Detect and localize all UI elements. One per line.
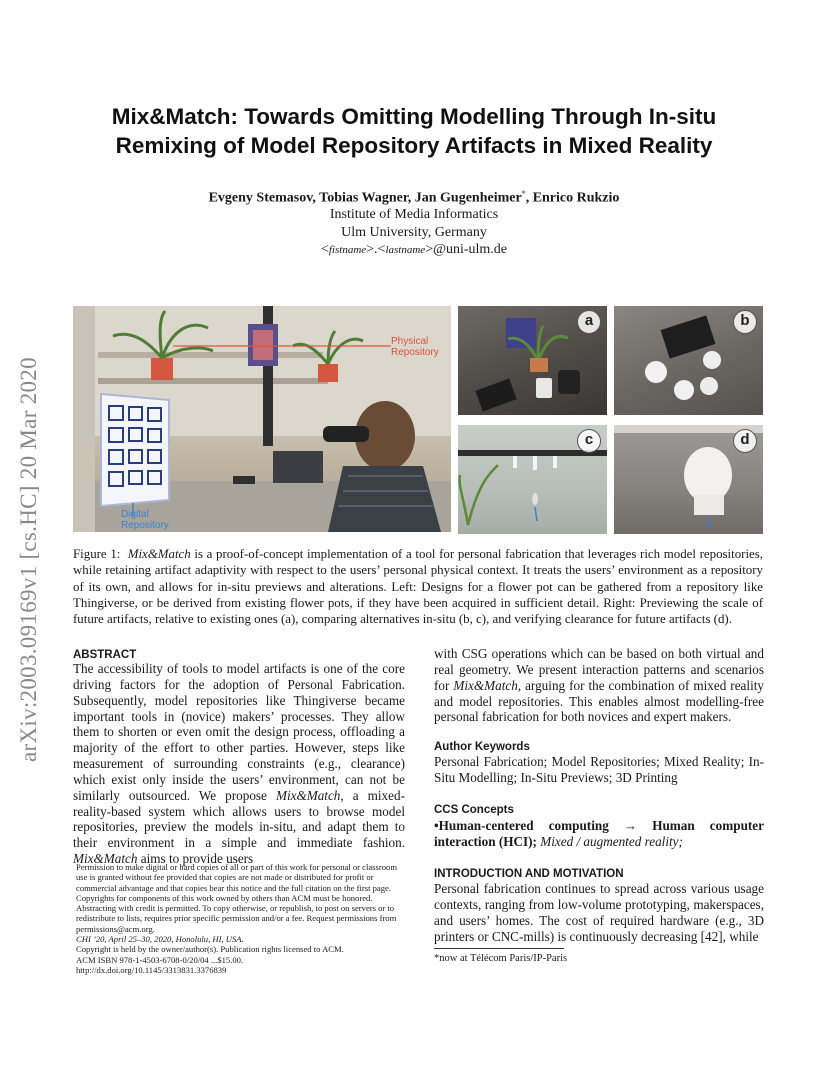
intro-text: Personal fabrication continues to spread across various usage contexts, ranging from low-volume prototyping, makerspaces, and users’ homes. The cost of required hardware (e.g., 3D printers or CNC-mills) is continuously decreasing [42], while [434,881,764,944]
isbn-line: ACM ISBN 978-1-4503-6708-0/20/04 ...$15.00. [76,954,244,965]
footnote: *now at Télécom Paris/IP-Paris [434,953,568,964]
permission-block [76,862,406,975]
author-list [0,189,828,207]
last-author: , Enrico Rukzio [525,190,620,206]
ccs-bold: •Human-centered computing → Human computer interaction (HCI); [434,818,764,849]
panel-c-label: c [577,429,601,453]
ccs-italic: Mixed / augmented reality; [536,833,683,849]
email-lt: < [320,242,329,257]
author-email [0,242,828,258]
panel-d-label: d [733,429,757,453]
paper-title: Mix&Match: Towards Omitting Modelling Through In-situ Remixing of Model Repository Artifacts in Mixed Reality [111,104,717,158]
abstract-p3: aims to provide users [137,851,254,867]
abstract-body [73,661,405,867]
permission-text: Permission to make digital or hard copies of all or part of this work for personal or classroom use is granted without fee provided that copies are not made or distributed for profit or commercial advantage and that copies bear this notice and the full citation on the first page. Copyrights for components of this work owned by others than ACM must be honored. Abstracting with credit is permitted. To copy otherwise, or republish, to post on servers or to redistribute to lists, requires prior specific permission and/or a fee. Request permissions from permissions@acm.org. [76,862,397,934]
doi-link[interactable]: http://dx.doi.org/10.1145/3313831.3376839 [76,964,227,975]
label-digital-repository: Digital Repository [121,509,169,531]
abstract-heading: ABSTRACT [73,649,137,661]
caption-system-name: Mix&Match [127,547,191,561]
conference-line: CHI ’20, April 25–30, 2020, Honolulu, HI, USA. [76,934,244,945]
ccs-heading: CCS Concepts [434,804,514,816]
copyright-line: Copyright is held by the owner/author(s). Publication rights licensed to ACM. [76,944,344,955]
email-domain: >@uni-ulm.de [425,242,508,257]
figure-panel-d [614,425,763,534]
affiliation-institute: Institute of Media Informatics [329,207,499,222]
figure-caption [73,546,763,627]
figure-panel-a [458,306,607,415]
abstract-continued [434,646,764,725]
panel-b-label: b [733,310,757,334]
keywords-text: Personal Fabrication; Model Repositories; Mixed Reality; In-Situ Modelling; In-Situ Previews; 3D Printing [434,754,764,785]
caption-text: is a proof-of-concept implementation of a tool for personal fabrication that leverages rich model repositories, while retaining artifact adaptivity with respect to the users’ personal physical context. It treats the users’ environment as a repository of its own, and allows for in-situ previews and alterations. Left: Designs for a flower pot can be gathered from a repository like Thingiverse, or be derived from existing flower pots, if they have been acquired in sufficient detail. Right: Previewing the scale of future artifacts, relative to existing ones (a), comparing alternatives in-situ (b, c), and verifying clearance for future artifacts (d). [73,547,763,627]
abstract-cont1: with CSG operations which can be based on both virtual and real geometry. We present interaction patterns and scenarios for [434,646,764,693]
abstract-p2: , a mixed-reality-based system which allows users to browse model repositories, preview the models in-situ, and adapt them to their environment in a simple and immediate fashion. [73,787,405,851]
abstract-name3: Mix&Match [453,677,518,693]
figure-main-photo [73,306,451,532]
label-physical-repository: Physical Repository [391,336,439,358]
footnote-rule [434,948,564,949]
author-footnote-mark: * [521,189,526,198]
figure-panel-b [614,306,763,415]
intro-heading: INTRODUCTION AND MOTIVATION [434,868,624,880]
caption-prefix: Figure 1: [73,547,121,561]
email-mid: >.< [366,242,386,257]
keywords-heading: Author Keywords [434,741,530,753]
panel-a-label: a [577,310,601,334]
affiliation-university: Ulm University, Germany [341,225,487,240]
abstract-name2: Mix&Match [73,851,138,867]
arxiv-stamp: arXiv:2003.09169v1 [cs.HC] 20 Mar 2020 [16,357,41,762]
abstract-cont2: , arguing for the combination of mixed reality and model repositories. This enables almost modelling-free personal fabrication for both novices and expert makers. [434,677,764,725]
email-first: fistname [328,244,367,256]
abstract-p1: The accessibility of tools to model artifacts is one of the core driving factors for the adoption of Personal Fabrication. Subsequently, model repositories like Thingiverse became important tools in (novice) makers’ processes. They allow them to shorten or even omit the design process, offloading a majority of the effort to other parties. However, steps like measurement of surrounding constraints (e.g., clearance) which exist only inside the users’ environment, can not be similarly outsourced. We propose [73,661,405,803]
figure-panel-c [458,425,607,534]
abstract-name1: Mix&Match [275,787,341,803]
authors: Evgeny Stemasov, Tobias Wagner, Jan Gugenheimer [208,190,522,206]
ccs-text [434,818,764,850]
email-last: lastname [385,244,426,256]
